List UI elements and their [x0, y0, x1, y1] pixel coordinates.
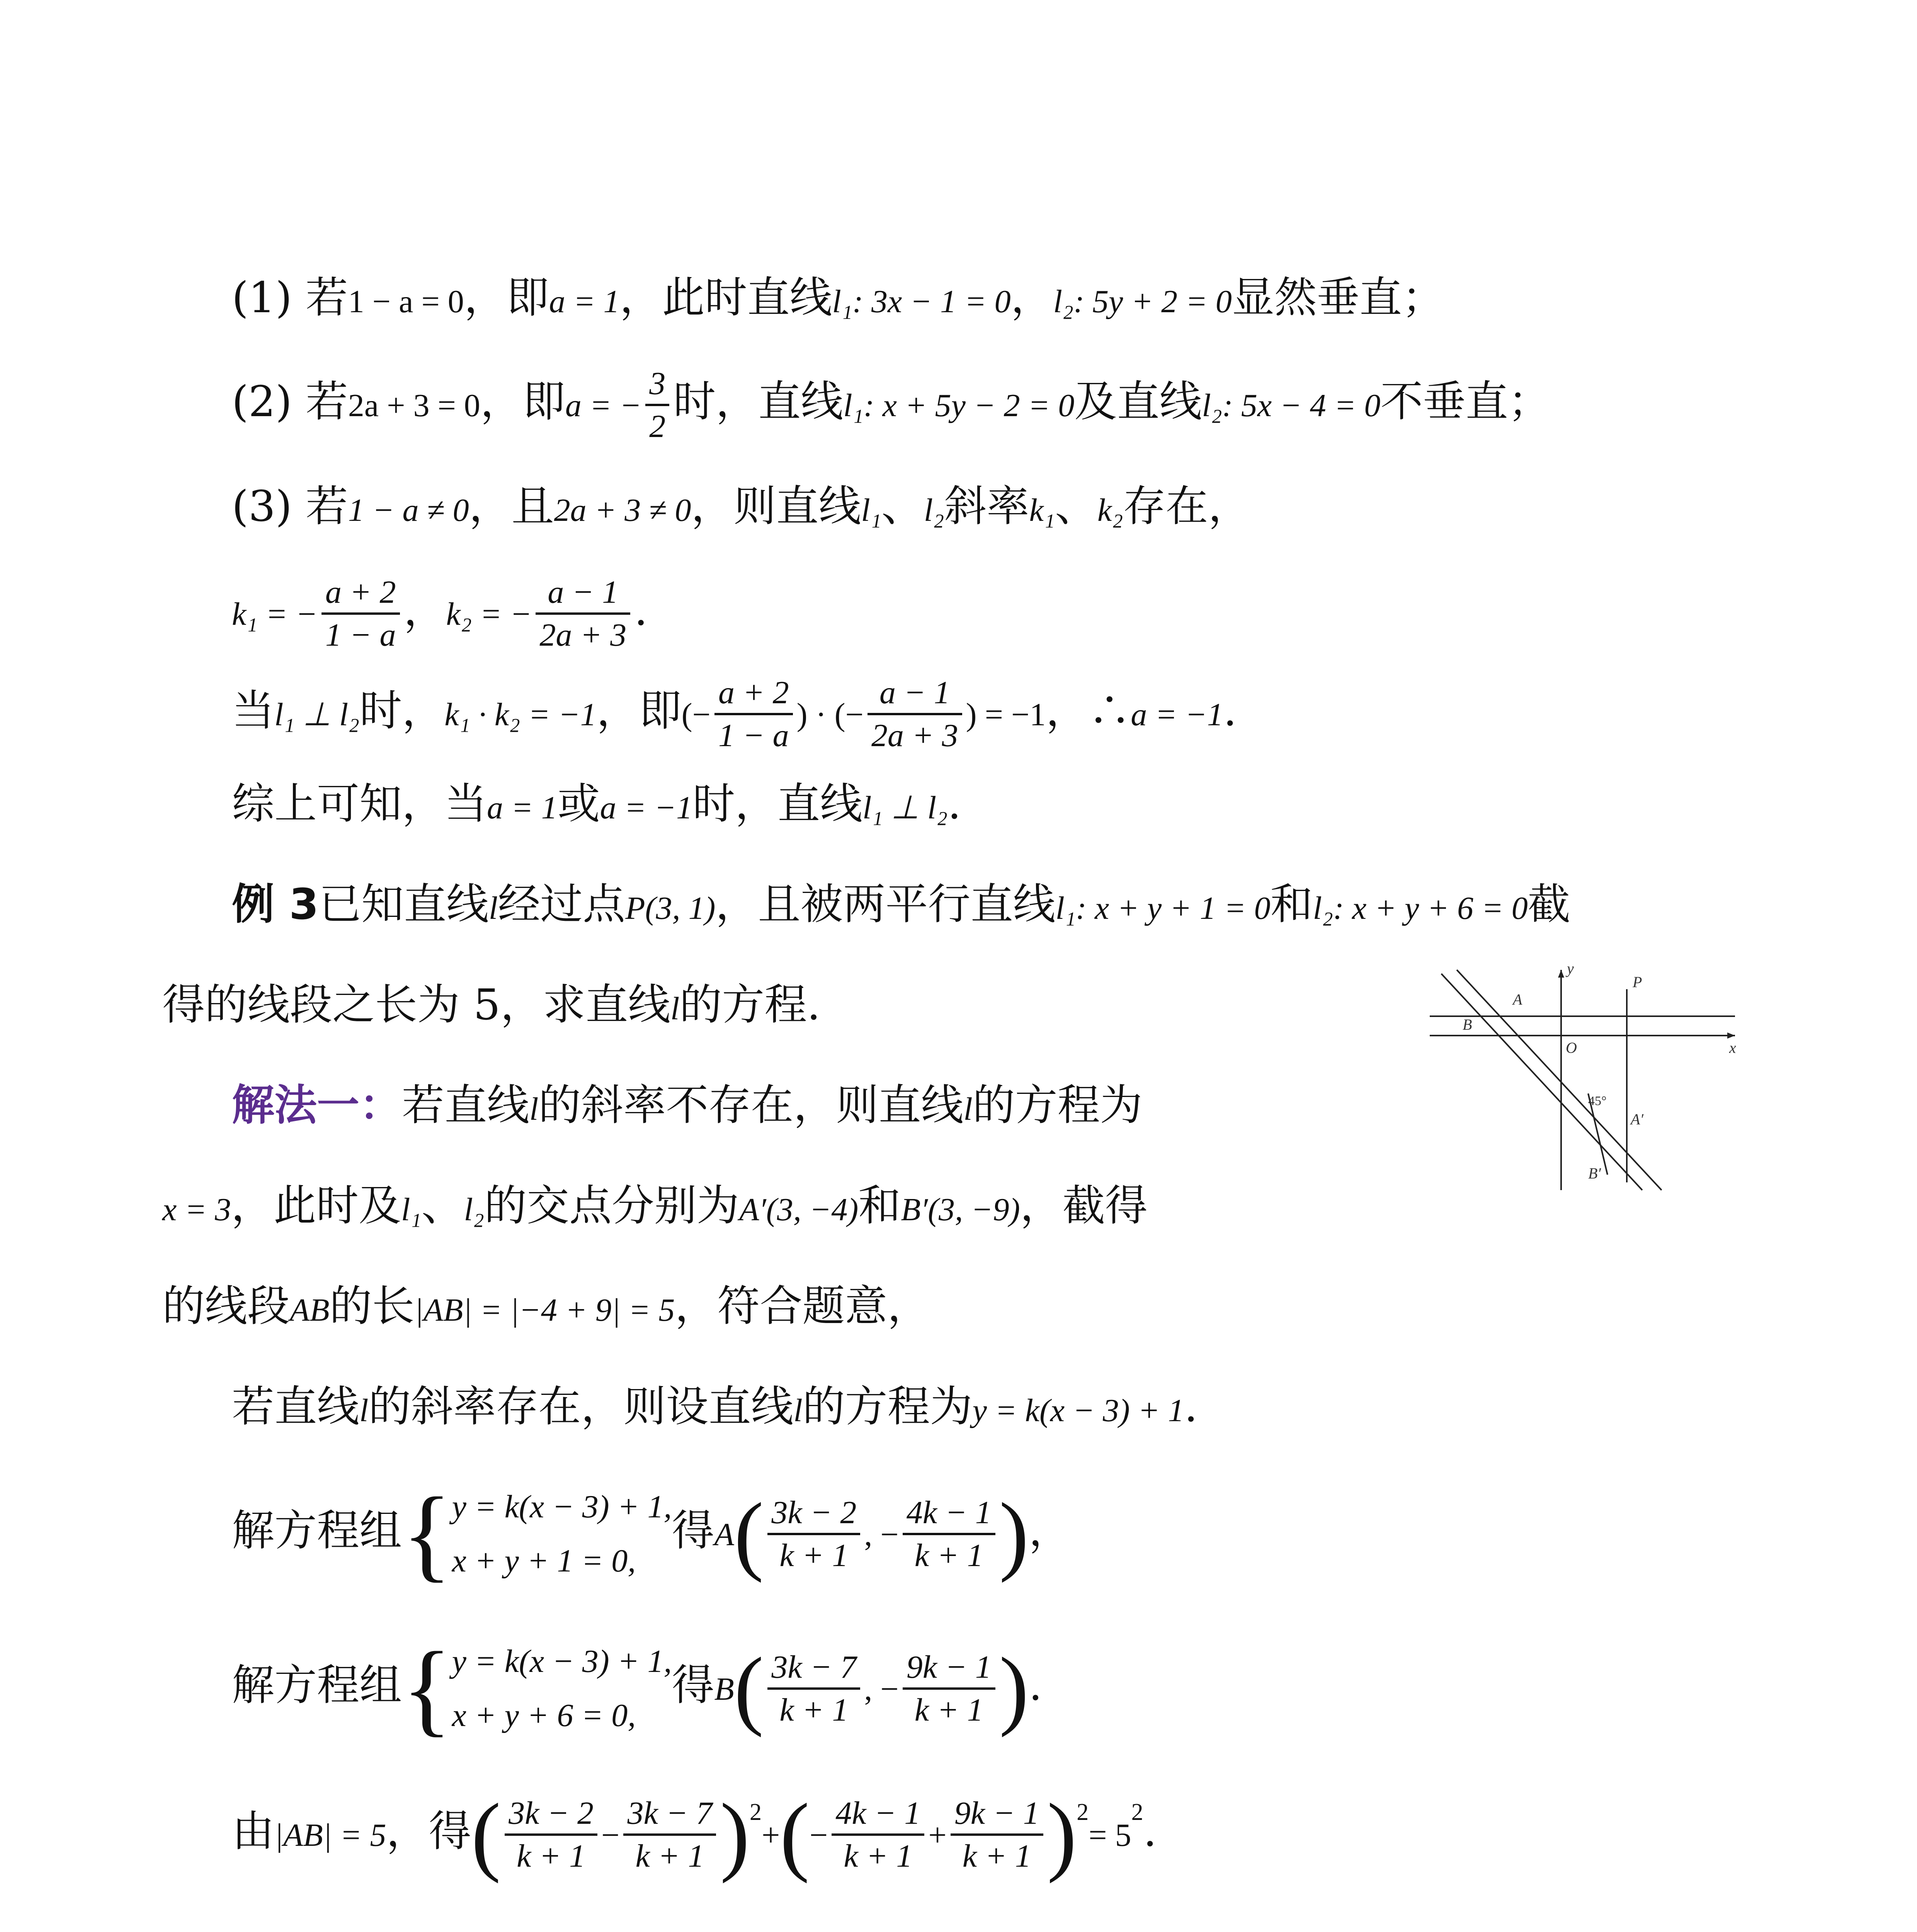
case-2-line [232, 363, 1551, 447]
text: 经过点 [498, 879, 626, 929]
text: 解方程组 [232, 1660, 402, 1710]
math: , − [864, 1671, 899, 1707]
text: 不垂直； [1380, 376, 1551, 426]
text: 的斜率不存在，则直线 [538, 1080, 964, 1130]
superscript: 2 [1077, 1799, 1089, 1825]
text: 时，直线 [692, 779, 863, 828]
math: A [714, 1516, 734, 1553]
fraction: $\frac{a - 1}{2a + 3}$ [536, 572, 630, 655]
example-3-statement-cont [162, 978, 820, 1036]
math: l₂ [924, 492, 944, 528]
text: 和 [1270, 879, 1313, 929]
text: . [1143, 1806, 1157, 1856]
math: l [488, 890, 498, 926]
method-1-label: 解法一： [232, 1080, 402, 1130]
math: l [359, 1393, 369, 1429]
superscript: 2 [750, 1799, 762, 1825]
math: A′(3, −4) [739, 1192, 859, 1228]
text: 斜率 [944, 481, 1029, 531]
text: (2) 若 [232, 376, 348, 426]
text: (1) 若 [232, 273, 348, 322]
math: 2a + 3 ≠ 0 [554, 492, 691, 528]
math: l₁ ⊥ l₂ [862, 790, 948, 826]
fraction: $\frac{3k - 7}{k + 1}$ [623, 1793, 716, 1876]
text: (3) 若 [232, 481, 348, 531]
label-a: A [1513, 991, 1522, 1008]
text: 、 [421, 1181, 464, 1230]
math: k₂ [1097, 492, 1123, 528]
text: 和 [858, 1181, 901, 1230]
math: = 5 [1089, 1817, 1131, 1853]
label-b: B [1463, 1016, 1472, 1033]
text: ，符合题意， [675, 1281, 930, 1331]
text: ，即 [480, 376, 565, 426]
text: ，∴ [1046, 685, 1131, 735]
system-a-line [232, 1476, 1072, 1592]
label-x: x [1729, 1039, 1736, 1056]
text: ，得 [386, 1806, 471, 1856]
math: a = −1 [1131, 696, 1223, 733]
example-3-statement [232, 877, 1570, 935]
fraction: $\frac{3k - 2}{k + 1}$ [505, 1793, 597, 1876]
fraction: $\frac{3}{2}$ [645, 363, 669, 447]
math: + [762, 1817, 780, 1853]
perpendicular-condition-line [232, 672, 1237, 756]
math: ) = −1 [966, 696, 1046, 733]
math: l₁: x + y + 1 = 0 [1055, 890, 1271, 926]
math: l₂: 5y + 2 = 0 [1053, 284, 1232, 320]
text: . [1029, 1660, 1043, 1710]
fraction: $\frac{a - 1}{2a + 3}$ [867, 672, 962, 756]
paren: ( [471, 1785, 501, 1884]
paren: ) [999, 1485, 1029, 1583]
text: ，且 [469, 481, 554, 531]
conclusion-line [232, 777, 961, 835]
text: 时，直线 [673, 376, 844, 426]
text: ，此时及 [231, 1181, 401, 1230]
distance-equation-line [232, 1785, 1157, 1901]
line-l2 [1457, 970, 1662, 1190]
fraction: $\frac{4k - 1}{k + 1}$ [832, 1793, 924, 1876]
text: 由 [232, 1806, 274, 1856]
paren: ( [780, 1785, 810, 1884]
text: ，此时直线 [619, 273, 832, 322]
text: 及直线 [1074, 376, 1202, 426]
text: . [1184, 1382, 1198, 1431]
fraction: $\frac{3k - 7}{k + 1}$ [767, 1647, 860, 1730]
paren: ( [734, 1639, 764, 1738]
label-a-prime: A′ [1631, 1111, 1644, 1128]
text: 显然垂直； [1232, 273, 1444, 322]
example-label: 例 3 [232, 879, 319, 929]
case-1-line [232, 270, 1444, 329]
math: l₁ [401, 1192, 422, 1228]
math: 1 − a = 0 [348, 284, 464, 320]
math: P(3, 1) [625, 890, 716, 926]
math: l [529, 1091, 539, 1127]
slope-formulas-line [232, 572, 648, 655]
text: ， [1029, 1505, 1072, 1555]
text: 或 [557, 779, 600, 828]
text: 的方程. [679, 980, 821, 1029]
fraction: $\frac{9k - 1}{k + 1}$ [903, 1647, 995, 1730]
paren: ) [999, 1639, 1029, 1738]
brace: { [402, 1631, 452, 1746]
math: k₁ = − [232, 596, 318, 632]
math: (− [681, 696, 711, 733]
paren: ) [720, 1785, 750, 1884]
math: a = − [565, 387, 642, 423]
method-1-line-2 [162, 1179, 1148, 1237]
text: 、 [881, 481, 924, 531]
math: − [809, 1817, 828, 1853]
paren: ) [1047, 1785, 1077, 1884]
text: 综上可知，当 [232, 779, 487, 828]
math: l [793, 1393, 803, 1429]
math: x = 3 [162, 1192, 231, 1228]
method-1-line-4 [232, 1379, 1198, 1438]
math: B′(3, −9) [901, 1192, 1020, 1228]
fraction: $\frac{a + 2}{1 - a}$ [714, 672, 793, 756]
math: , − [864, 1516, 899, 1553]
math: |AB| = 5 [274, 1817, 386, 1853]
math: k₁ · k₂ = −1 [444, 696, 597, 733]
text: ，且被两平行直线 [715, 879, 1056, 929]
math: ) · (− [796, 696, 864, 733]
text: 得 [672, 1505, 714, 1555]
text: ，则直线 [691, 481, 861, 531]
math: 2a + 3 = 0 [348, 387, 480, 423]
line-intersection-diagram [1426, 958, 1743, 1198]
text: 已知直线 [318, 879, 489, 929]
text: ，即 [596, 685, 682, 735]
text: 得的线段之长为 5，求直线 [162, 980, 670, 1029]
math: l [670, 991, 680, 1027]
math: 1 − a ≠ 0 [348, 492, 469, 528]
text: ， [1010, 273, 1053, 322]
math: k₂ = − [446, 596, 532, 632]
text: . [947, 779, 961, 828]
text: 时， [359, 685, 445, 735]
brace: { [402, 1476, 452, 1592]
fraction: $\frac{a + 2}{1 - a}$ [321, 572, 400, 655]
x-arrow-icon [1727, 1032, 1735, 1039]
text: . [634, 585, 648, 635]
text: 解方程组 [232, 1505, 402, 1555]
math: l₁: 3x − 1 = 0 [832, 284, 1011, 320]
label-p: P [1633, 973, 1642, 991]
text: 当 [232, 685, 274, 735]
paren: ( [734, 1485, 764, 1583]
math: B [714, 1671, 734, 1707]
math: l₂: x + y + 6 = 0 [1313, 890, 1528, 926]
label-y: y [1567, 960, 1574, 977]
label-45deg: 45° [1588, 1094, 1607, 1108]
equation-system: y = k(x − 3) + 1, x + y + 1 = 0, [452, 1489, 672, 1579]
case-3-line [232, 479, 1250, 537]
math: l₂ [464, 1192, 485, 1228]
text: 的方程为 [802, 1382, 973, 1431]
superscript: 2 [1131, 1799, 1143, 1825]
system-b-line [232, 1631, 1043, 1746]
text: 得 [672, 1660, 714, 1710]
text: 的长 [329, 1281, 415, 1331]
math: + [928, 1817, 947, 1853]
math: − [601, 1817, 620, 1853]
math: a = 1 [487, 790, 558, 826]
text: ，即 [464, 273, 549, 322]
math: |AB| = |−4 + 9| = 5 [414, 1292, 675, 1328]
math: l₁: x + 5y − 2 = 0 [843, 387, 1075, 423]
fraction: $\frac{3k - 2}{k + 1}$ [767, 1492, 860, 1576]
text: 的方程为 [972, 1080, 1143, 1130]
math: AB [290, 1292, 330, 1328]
fraction: $\frac{4k - 1}{k + 1}$ [903, 1492, 995, 1576]
math: a = 1 [549, 284, 620, 320]
label-b-prime: B′ [1588, 1165, 1601, 1182]
y-arrow-icon [1558, 970, 1564, 978]
text: . [1223, 685, 1237, 735]
text: ，截得 [1020, 1181, 1148, 1230]
text: 若直线 [232, 1382, 359, 1431]
line-l1 [1441, 974, 1642, 1190]
text: 的线段 [162, 1281, 290, 1331]
text: 存在， [1123, 481, 1251, 531]
math: l₂: 5x − 4 = 0 [1202, 387, 1381, 423]
math: l [963, 1091, 973, 1127]
text: 的交点分别为 [484, 1181, 740, 1230]
fraction: $\frac{9k - 1}{k + 1}$ [951, 1793, 1043, 1876]
text: 若直线 [402, 1080, 529, 1130]
math: a = −1 [600, 790, 693, 826]
text: 、 [1055, 481, 1097, 531]
method-1-line-3 [162, 1279, 930, 1337]
equation-system: y = k(x − 3) + 1, x + y + 6 = 0, [452, 1643, 672, 1733]
text: 截 [1527, 879, 1570, 929]
math: y = k(x − 3) + 1 [972, 1393, 1184, 1429]
math: l₁ [861, 492, 881, 528]
math: k₁ [1029, 492, 1055, 528]
text: 的斜率存在，则设直线 [368, 1382, 794, 1431]
math: l₁ ⊥ l₂ [274, 696, 360, 733]
text: ， [403, 585, 446, 635]
method-1-line [232, 1078, 1143, 1136]
label-o: O [1566, 1039, 1577, 1056]
